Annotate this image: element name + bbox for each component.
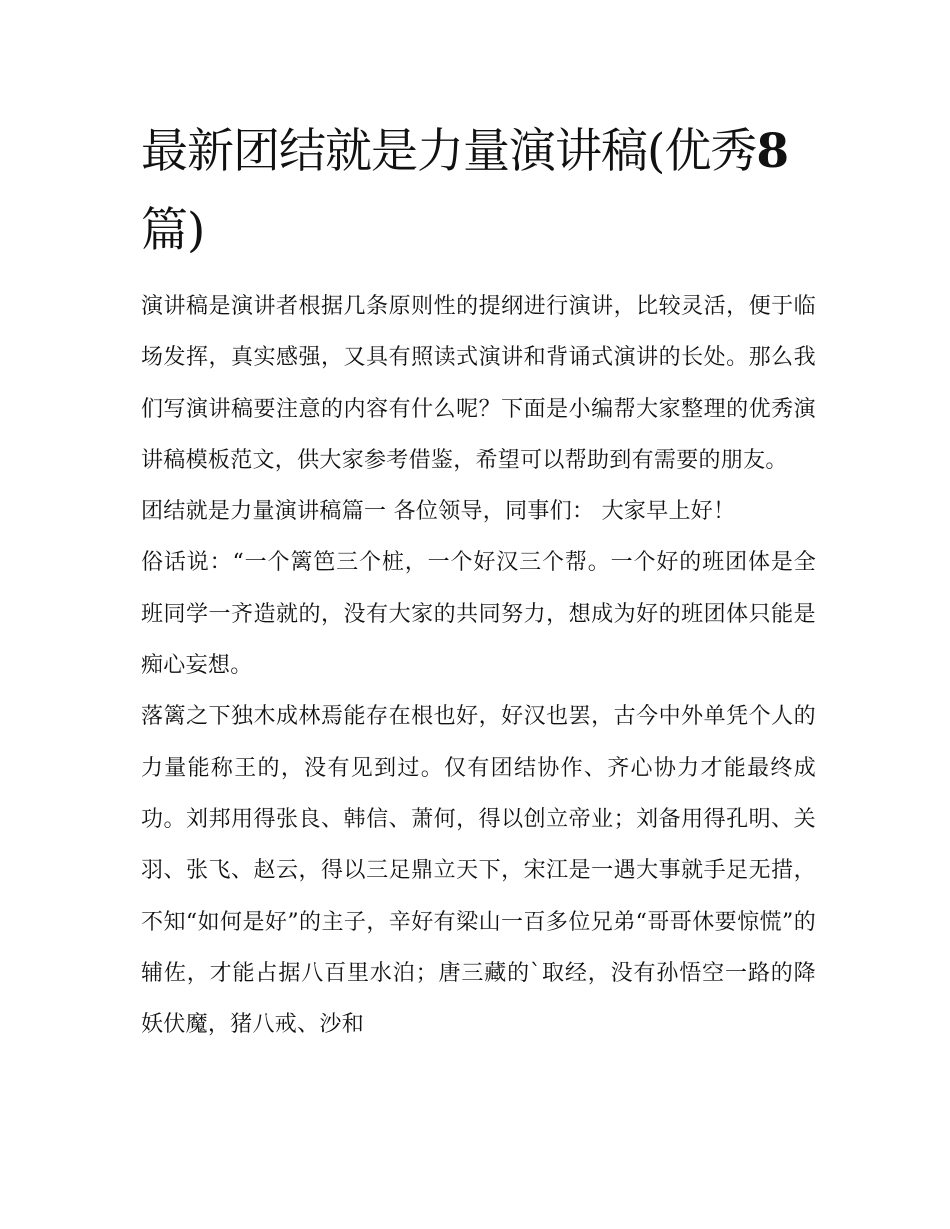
history-paragraph: 落篱之下独木成林焉能存在根也好，好汉也罢，古今中外单凭个人的力量能称王的，没有见到过。仅有团结协作、齐心协力才能最终成功。刘邦用得张良、韩信、萧何，得以创立帝业；刘备用得孔明、关羽、张飞、赵云，得以三足鼎立天下，宋江是一遇大事就手足无措，不知“如何是好”的主子，辛好有梁山一百多位兄弟“哥哥休要惊慌”的辅佐，才能占据八百里水泊；唐三藏的`取经，没有孙悟空一路的降妖伏魔，猪八戒、沙和 <box>141 704 816 1038</box>
document-body <box>141 281 816 1050</box>
speech-opening-paragraph: 团结就是力量演讲稿篇一 各位领导，同事们： 大家早上好！ <box>141 499 736 525</box>
title-text-part1: 最新团结就是力量演讲稿(优秀 <box>141 124 757 179</box>
proverb-paragraph: 俗话说：“一个篱笆三个桩，一个好汉三个帮。一个好的班团体是全班同学一齐造就的，没有大家的共同努力，想成为好的班团体只能是痴心妄想。 <box>141 550 816 679</box>
document-title <box>141 112 816 270</box>
intro-paragraph: 演讲稿是演讲者根据几条原则性的提纲进行演讲，比较灵活，便于临场发挥，真实感强，又具有照读式演讲和背诵式演讲的长处。那么我们写演讲稿要注意的内容有什么呢？下面是小编帮大家整理的优秀演讲稿模板范文，供大家参考借鉴，希望可以帮助到有需要的朋友。 <box>141 294 816 473</box>
title-text-part2: 篇) <box>141 203 205 258</box>
document-content <box>141 112 816 1050</box>
title-number: 8 <box>756 124 789 179</box>
